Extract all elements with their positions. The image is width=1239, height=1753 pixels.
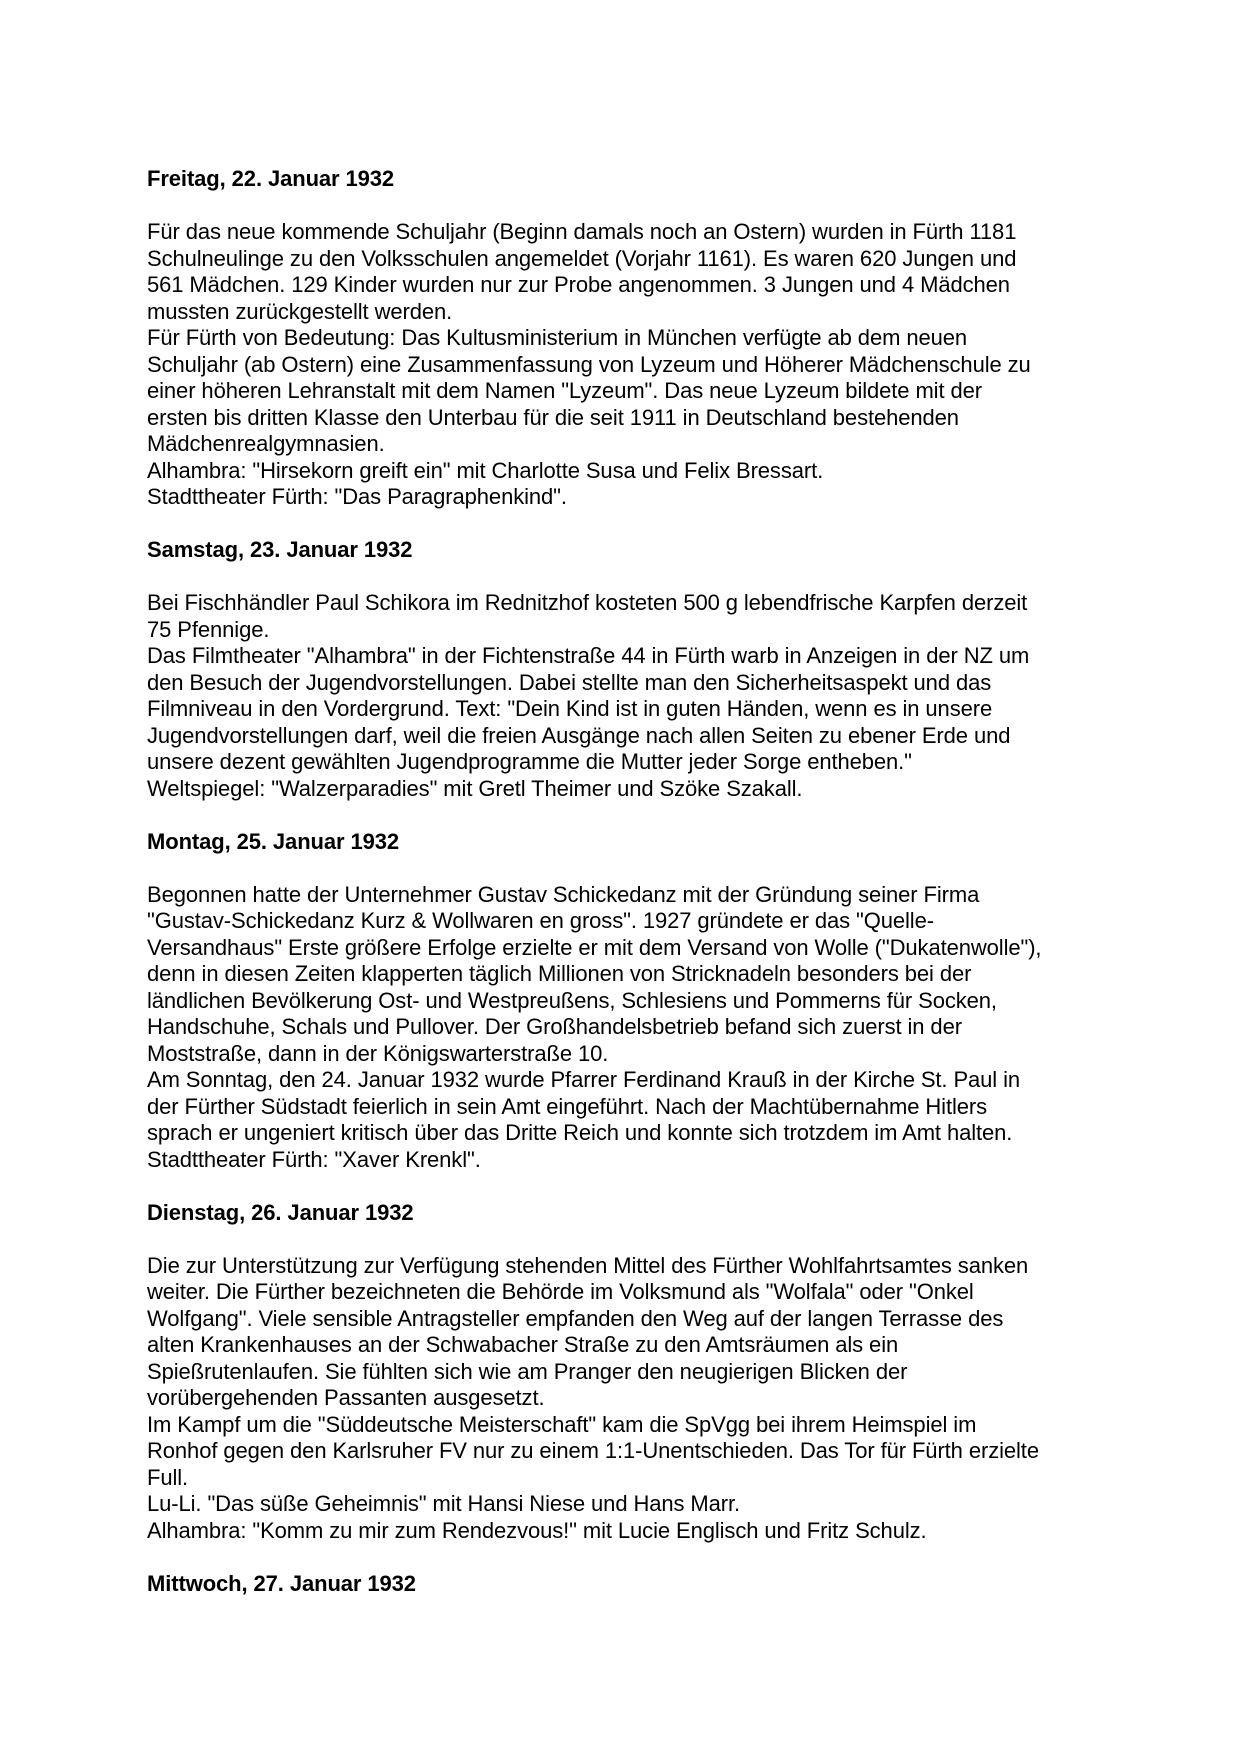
- text-line: Das Filmtheater "Alhambra" in der Fichtenstraße 44 in Fürth warb in Anzeigen in der NZ um: [147, 643, 1030, 668]
- text-line: Mädchenrealgymnasien.: [147, 431, 385, 456]
- text-line: "Gustav-Schickedanz Kurz & Wollwaren en gross". 1927 gründete er das "Quelle-: [147, 908, 934, 933]
- text-line: Schuljahr (ab Ostern) eine Zusammenfassung von Lyzeum und Höherer Mädchenschule zu: [147, 351, 1031, 377]
- text-line: Alhambra: "Hirsekorn greift ein" mit Charlotte Susa und Felix Bressart.: [147, 457, 824, 483]
- text-line: Die zur Unterstützung zur Verfügung stehenden Mittel des Fürther Wohlfahrtsamtes sanken: [147, 1252, 1029, 1278]
- text-line: der Fürther Südstadt feierlich in sein Amt eingeführt. Nach der Machtübernahme Hitlers: [147, 1093, 988, 1119]
- text-line: ländlichen Bevölkerung Ost- und Westpreußens, Schlesiens und Pommerns für Socken,: [147, 987, 997, 1013]
- section-heading: Montag, 25. Januar 1932: [147, 828, 400, 854]
- text-line: alten Krankenhauses an der Schwabacher Straße zu den Amtsräumen als ein: [147, 1332, 899, 1357]
- text-line: Stadttheater Fürth: "Das Paragraphenkind".: [147, 484, 567, 509]
- text-line: Full.: [147, 1464, 189, 1490]
- text-line: Lu-Li. "Das süße Geheimnis" mit Hansi Niese und Hans Marr.: [147, 1491, 741, 1516]
- text-line: denn in diesen Zeiten klapperten täglich Millionen von Stricknadeln besonders bei der: [147, 961, 972, 986]
- text-line: Stadttheater Fürth: "Xaver Krenkl".: [147, 1146, 481, 1172]
- text-line: Filmniveau in den Vordergrund. Text: "Dein Kind ist in guten Händen, wenn es in unsere: [147, 696, 993, 721]
- text-line: Alhambra: "Komm zu mir zum Rendezvous!" mit Lucie Englisch und Fritz Schulz.: [147, 1517, 927, 1543]
- section-heading: Dienstag, 26. Januar 1932: [147, 1199, 414, 1225]
- text-line: sprach er ungeniert kritisch über das Dritte Reich und konnte sich trotzdem im Amt halten.: [147, 1120, 1013, 1145]
- text-line: Weltspiegel: "Walzerparadies" mit Gretl Theimer und Szöke Szakall.: [147, 775, 803, 801]
- text-line: Moststraße, dann in der Königswarterstraße 10.: [147, 1040, 609, 1066]
- text-line: den Besuch der Jugendvorstellungen. Dabei stellte man den Sicherheitsaspekt und das: [147, 669, 992, 695]
- text-line: Jugendvorstellungen darf, weil die freien Ausgänge nach allen Seiten zu ebener Erde und: [147, 722, 1011, 748]
- text-line: weiter. Die Fürther bezeichneten die Behörde im Volksmund als "Wolfala" oder "Onkel: [147, 1279, 974, 1304]
- text-line: Handschuhe, Schals und Pullover. Der Großhandelsbetrieb befand sich zuerst in der: [147, 1014, 962, 1039]
- text-line: 561 Mädchen. 129 Kinder wurden nur zur Probe angenommen. 3 Jungen und 4 Mädchen: [147, 272, 1010, 297]
- text-line: Begonnen hatte der Unternehmer Gustav Schickedanz mit der Gründung seiner Firma: [147, 881, 980, 907]
- text-line: ersten bis dritten Klasse den Unterbau für die seit 1911 in Deutschland bestehenden: [147, 404, 959, 430]
- text-line: 75 Pfennige.: [147, 616, 270, 642]
- text-line: Wolfgang". Viele sensible Antragsteller empfanden den Weg auf der langen Terrasse des: [147, 1305, 1004, 1331]
- text-line: Am Sonntag, den 24. Januar 1932 wurde Pfarrer Ferdinand Krauß in der Kirche St. Paul in: [147, 1067, 1021, 1092]
- text-line: einer höheren Lehranstalt mit dem Namen "Lyzeum". Das neue Lyzeum bildete mit der: [147, 378, 982, 403]
- document-content: [147, 166, 1077, 1624]
- text-line: Versandhaus" Erste größere Erfolge erzielte er mit dem Versand von Wolle ("Dukatenwolle"),: [147, 934, 1042, 960]
- text-line: unsere dezent gewählten Jugendprogramme die Mutter jeder Sorge entheben.": [147, 749, 912, 774]
- text-line: Für Fürth von Bedeutung: Das Kultusministerium in München verfügte ab dem neuen: [147, 325, 967, 350]
- text-line: mussten zurückgestellt werden.: [147, 298, 453, 324]
- text-line: Spießrutenlaufen. Sie fühlten sich wie am Pranger den neugierigen Blicken der: [147, 1358, 908, 1384]
- section-heading: Samstag, 23. Januar 1932: [147, 537, 413, 562]
- text-line: Für das neue kommende Schuljahr (Beginn damals noch an Ostern) wurden in Fürth 1181: [147, 219, 1017, 244]
- text-line: Im Kampf um die "Süddeutsche Meisterschaft" kam die SpVgg bei ihrem Heimspiel im: [147, 1411, 977, 1437]
- text-line: Bei Fischhändler Paul Schikora im Rednitzhof kosteten 500 g lebendfrische Karpfen derzeit: [147, 590, 1028, 615]
- text-line: vorübergehenden Passanten ausgesetzt.: [147, 1385, 545, 1410]
- section-heading: Mittwoch, 27. Januar 1932: [147, 1570, 416, 1596]
- section-heading: Freitag, 22. Januar 1932: [147, 166, 395, 191]
- text-line: Ronhof gegen den Karlsruher FV nur zu einem 1:1-Unentschieden. Das Tor für Fürth erzielte: [147, 1438, 1039, 1463]
- text-line: Schulneulinge zu den Volksschulen angemeldet (Vorjahr 1161). Es waren 620 Jungen und: [147, 245, 1017, 271]
